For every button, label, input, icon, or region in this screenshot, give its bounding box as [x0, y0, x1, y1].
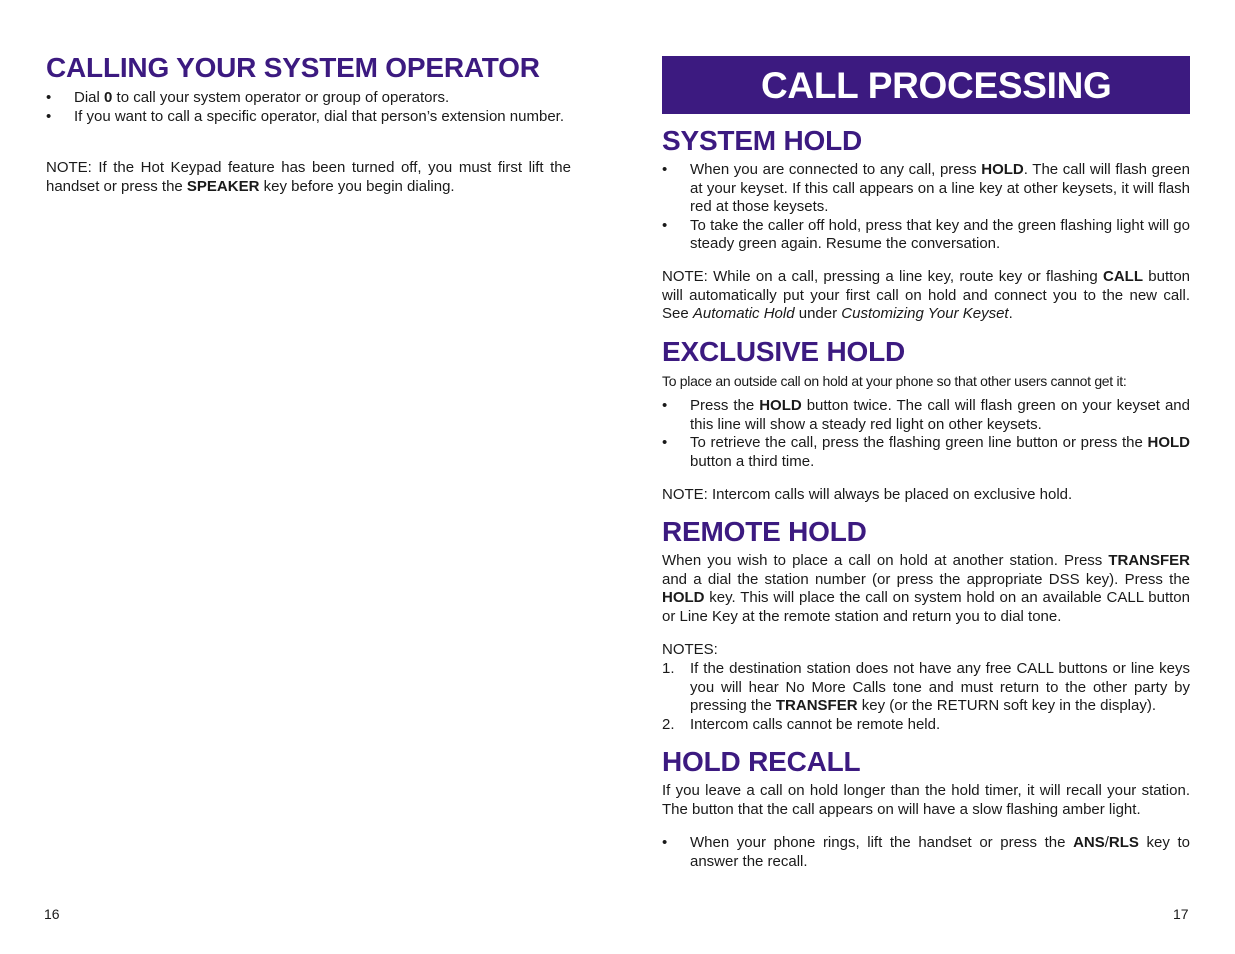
operator-note: NOTE: If the Hot Keypad feature has been turned off, you must first lift the handset or press the SPEAKER key before you begin dialing.: [46, 159, 571, 195]
section-title-remote-hold: REMOTE HOLD: [662, 516, 867, 547]
section-title-calling-operator: CALLING YOUR SYSTEM OPERATOR: [46, 52, 540, 83]
operator-bullet-list: [46, 89, 571, 126]
chapter-banner: [662, 56, 1190, 114]
page-number-left: 16: [44, 906, 60, 922]
hold-recall-bullet-list: [662, 834, 1190, 871]
remote-hold-body: When you wish to place a call on hold at another station. Press TRANSFER and a dial the station number (or press the appropriate DSS key). Press the HOLD key. This will place the call on system hold on an available CALL button or Line Key at the remote station and return you to dial tone.: [662, 552, 1190, 625]
list-item: 2. Intercom calls cannot be remote held.: [662, 715, 941, 733]
list-item: • Dial 0 to call your system operator or group of operators.: [46, 89, 450, 106]
system-hold-note: NOTE: While on a call, pressing a line key, route key or flashing CALL button will automatically put your first call on hold and connect you to the new call. See Automatic Hold under Customizing Your Keyset.: [662, 268, 1190, 323]
list-item: 1. If the destination station does not have any free CALL buttons or line keys you will hear No More Calls tone and must return to the other party by pressing the TRANSFER key (or the RETURN soft key in the display).: [662, 660, 1190, 715]
remote-hold-notes-list: [662, 660, 1190, 734]
chapter-title: CALL PROCESSING: [761, 65, 1112, 106]
exclusive-hold-intro: To place an outside call on hold at your phone so that other users cannot get it:: [662, 373, 1127, 389]
system-hold-bullet-list: [662, 161, 1190, 254]
section-title-system-hold: SYSTEM HOLD: [662, 125, 863, 156]
section-title-exclusive-hold: EXCLUSIVE HOLD: [662, 336, 906, 367]
list-item: • If you want to call a specific operator, dial that person’s extension number.: [46, 107, 565, 125]
list-item: • When you are connected to any call, press HOLD. The call will flash green at your keyset. If this call appears on a line key at other keysets, it will flash red at those keysets.: [662, 161, 1190, 216]
hold-recall-body: If you leave a call on hold longer than the hold timer, it will recall your station. The button that the call appears on will have a slow flashing amber light.: [662, 782, 1190, 818]
list-item: • To take the caller off hold, press that key and the green flashing light will go steady green again. Resume the conversation.: [662, 216, 1190, 253]
exclusive-hold-note: NOTE: Intercom calls will always be placed on exclusive hold.: [662, 486, 1073, 503]
exclusive-hold-bullet-list: [662, 397, 1190, 471]
list-item: • To retrieve the call, press the flashing green line button or press the HOLD button a third time.: [662, 434, 1190, 470]
list-item: • Press the HOLD button twice. The call will flash green on your keyset and this line will show a steady red light on other keysets.: [662, 397, 1190, 433]
page-number-right: 17: [1173, 906, 1189, 922]
section-title-hold-recall: HOLD RECALL: [662, 746, 861, 777]
list-item: • When your phone rings, lift the handset or press the ANS/RLS key to answer the recall.: [662, 834, 1190, 870]
remote-hold-notes-label: NOTES:: [662, 641, 718, 658]
